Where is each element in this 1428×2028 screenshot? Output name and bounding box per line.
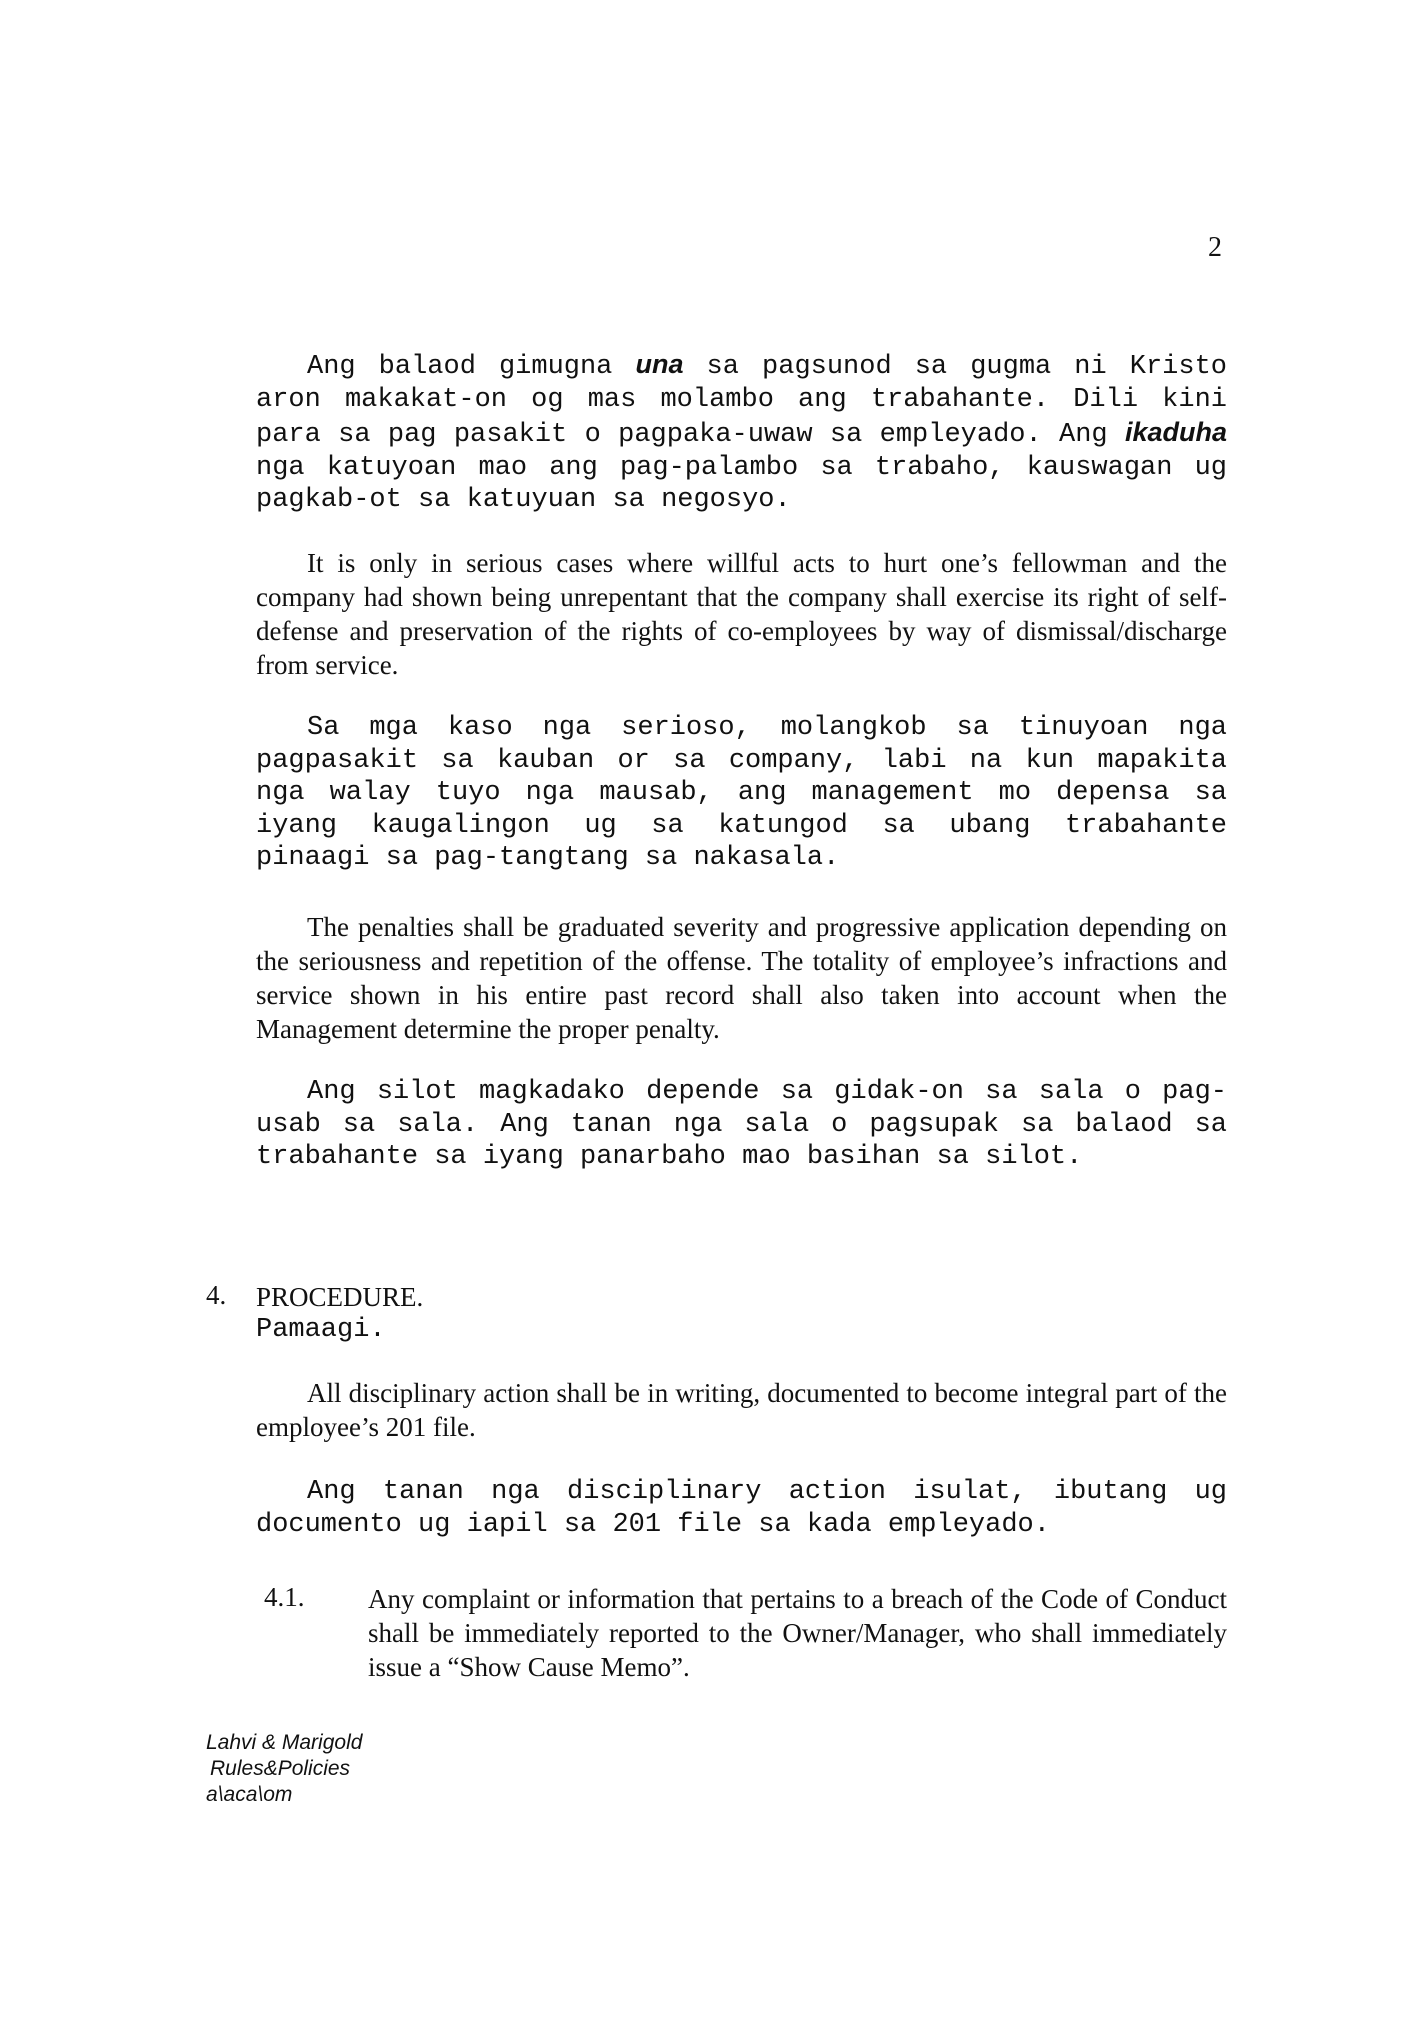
item-number: 4.1. [264, 1582, 305, 1612]
paragraph-serious-cases: It is only in serious cases where willful acts to hurt one’s fellowman and the company had shown being unrepentant that the company shall exercise its right of self-defense and preservation of the rights of co-employees by way of dismissal/discharge from service. [256, 548, 1227, 680]
paragraph-text: nga katuyoan mao ang pag-palambo sa trabaho, kauswagan ug pagkab-ot sa katuyuan sa negosyo. [256, 452, 1227, 515]
footer-line-path: a\aca\om [206, 1783, 293, 1806]
item-text: Any complaint or information that pertains to a breach of the Code of Conduct shall be immediately reported to the Owner/Manager, who shall immediately issue a “Show Cause Memo”. [368, 1584, 1227, 1682]
section-title: PROCEDURE. [256, 1282, 424, 1312]
footer-line-company: Lahvi & Marigold [206, 1731, 363, 1754]
paragraph-penalties-cebuano: Ang silot magkadako depende sa gidak-on sa sala o pag-usab sa sala. Ang tanan nga sala o pagsupak sa balaod sa trabahante sa iyang panarbaho mao basihan sa silot. [256, 1077, 1227, 1172]
paragraph-text: Ang balaod gimugna [307, 352, 636, 382]
section-subtitle: Pamaagi. [256, 1315, 386, 1345]
footer [206, 1730, 362, 1808]
emphasis-una: una [635, 349, 684, 379]
paragraph-intro-cebuano [256, 348, 1227, 517]
section-number: 4. [206, 1280, 227, 1310]
paragraph-disciplinary-action: All disciplinary action shall be in writing, documented to become integral part of the employee’s 201 file. [256, 1378, 1227, 1442]
footer-line-document: Rules&Policies [210, 1757, 351, 1780]
paragraph-text: sa pagsunod sa gugma ni Kristo aron makakat-on og mas molambo ang trabahante. Dili kini para sa pag pasakit o pagpaka-uwaw sa empleyado. Ang [256, 352, 1227, 450]
paragraph-penalties: The penalties shall be graduated severity and progressive application depending on the seriousness and repetition of the offense. The totality of employee’s infractions and service shown in his entire past record shall also taken into account when the Management determine the proper penalty. [256, 912, 1227, 1044]
page-number: 2 [1208, 232, 1222, 263]
emphasis-ikaduha: ikaduha [1124, 417, 1227, 447]
paragraph-serious-cases-cebuano: Sa mga kaso nga serioso, molangkob sa tinuyoan nga pagpasakit sa kauban or sa company, labi na kun mapakita nga walay tuyo nga mausab, ang management mo depensa sa iyang kaugalingon ug sa katungod sa ubang trabahante pinaagi sa pag-tangtang sa nakasala. [256, 713, 1227, 873]
paragraph-disciplinary-action-cebuano: Ang tanan nga disciplinary action isulat, ibutang ug documento ug iapil sa 201 file sa kada empleyado. [256, 1477, 1227, 1540]
